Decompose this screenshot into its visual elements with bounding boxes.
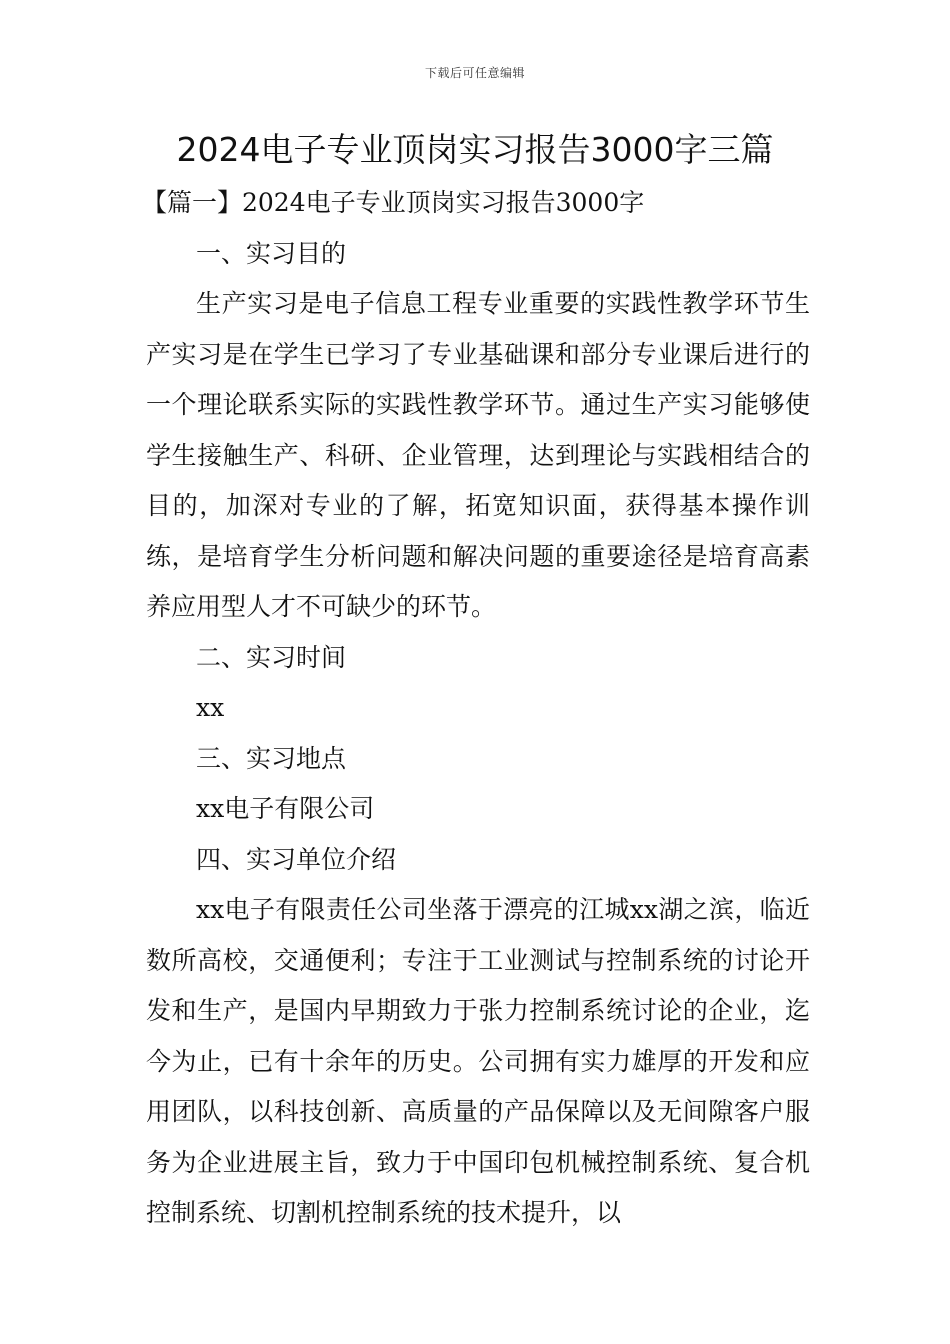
paragraph-company-intro: xx电子有限责任公司坐落于漂亮的江城xx湖之滨，临近数所高校，交通便利；专注于工业测试与控制系统的讨论开发和生产，是国内早期致力于张力控制系统讨论的企业，迄今为止，已有十余年的历史。公司拥有实力雄厚的开发和应用团队，以科技创新、高质量的产品保障以及无间隙客户服务为企业进展主旨，致力于中国印包机械控制系统、复合机控制系统、切割机控制系统的技术提升，以	[146, 895, 810, 1227]
place-value: xx电子有限公司	[196, 794, 375, 823]
document-title: 2024电子专业顶岗实习报告3000字三篇	[176, 130, 774, 169]
heading-time: 二、实习时间	[196, 642, 347, 672]
heading-purpose: 一、实习目的	[196, 238, 347, 268]
time-value: xx	[196, 693, 225, 722]
document-body	[142, 178, 810, 1239]
page-header-note: 下载后可任意编辑	[424, 66, 525, 80]
heading-company-intro: 四、实习单位介绍	[196, 844, 397, 874]
paragraph-purpose: 生产实习是电子信息工程专业重要的实践性教学环节生产实习是在学生已学习了专业基础课和部分专业课后进行的一个理论联系实际的实践性教学环节。通过生产实习能够使学生接触生产、科研、企业管理，达到理论与实践相结合的目的，加深对专业的了解，拓宽知识面，获得基本操作训练，是培育学生分析问题和解决问题的重要途径是培育高素养应用型人才不可缺少的环节。	[146, 289, 810, 621]
heading-place: 三、实习地点	[196, 743, 347, 773]
section-title: 【篇一】2024电子专业顶岗实习报告3000字	[142, 188, 645, 217]
